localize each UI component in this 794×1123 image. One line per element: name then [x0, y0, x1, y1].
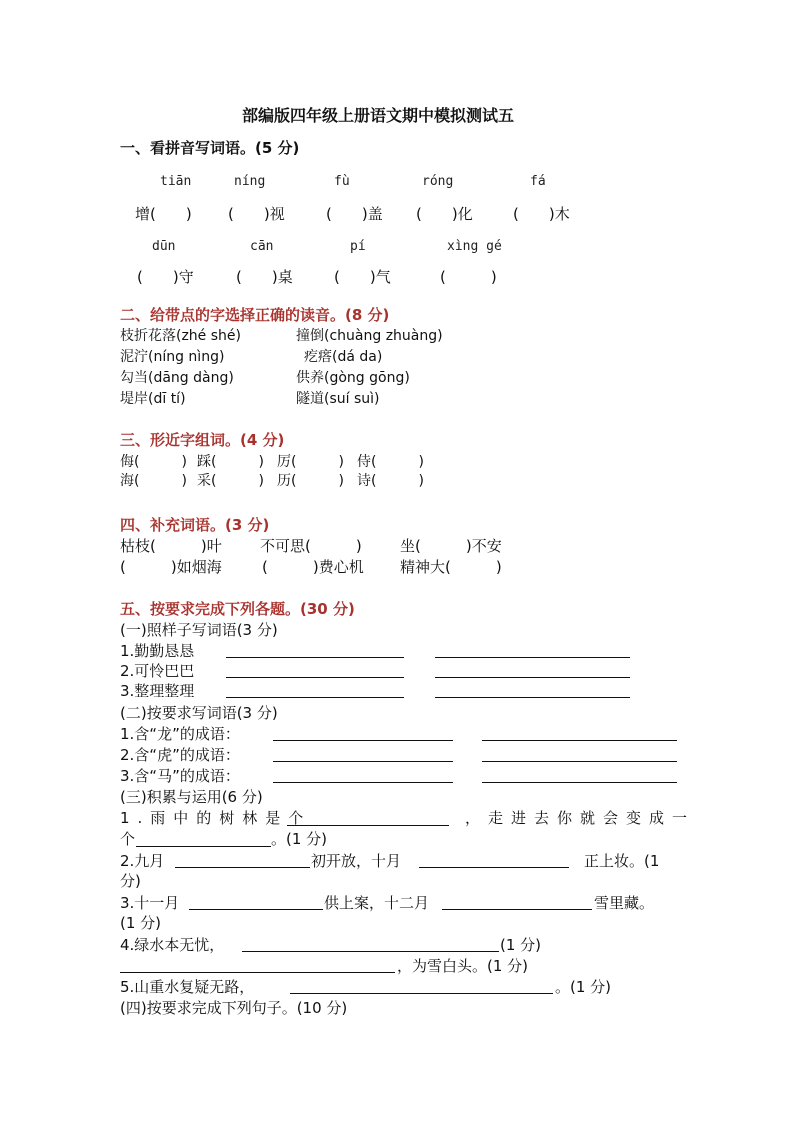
section-1-heading: 一、看拼音写词语。(5 分): [120, 139, 300, 157]
question-text: ，为雪白头。(1 分): [397, 957, 529, 975]
question-text: 3.十一月: [120, 894, 180, 912]
answer-line[interactable]: [175, 867, 310, 868]
answer-line[interactable]: [482, 761, 677, 762]
question-text: 4.绿水本无忧，: [120, 936, 225, 954]
reading-item[interactable]: 勾当(dāng dàng): [120, 370, 234, 386]
answer-line[interactable]: [435, 657, 630, 658]
answer-line[interactable]: [226, 657, 404, 658]
part-3-heading: (三)积累与运用(6 分): [120, 788, 263, 806]
answer-line[interactable]: [273, 740, 453, 741]
reading-item[interactable]: 供养(gòng gōng): [296, 370, 410, 386]
question-text: 正上妆。(1: [584, 852, 660, 870]
question-text: 分): [120, 872, 141, 890]
section-2-heading: 二、给带点的字选择正确的读音。(8 分): [120, 306, 390, 324]
reading-item[interactable]: 堤岸(dī tí): [120, 391, 186, 407]
reading-item[interactable]: 枝折花落(zhé shé): [120, 328, 241, 344]
section-4-heading: 四、补充词语。(3 分): [120, 516, 270, 534]
pinyin: cān: [250, 239, 274, 254]
idiom-prompt: 1.含“龙”的成语：: [120, 725, 240, 743]
pinyin: tiān: [160, 174, 192, 189]
answer-line[interactable]: [136, 846, 271, 847]
question-text: 供上案，十二月: [324, 894, 430, 912]
idiom-prompt: 3.含“马”的成语：: [120, 767, 240, 785]
pinyin: fù: [334, 174, 350, 189]
example-word: 2.可怜巴巴: [120, 662, 195, 680]
word-blank[interactable]: 厉( ): [277, 454, 344, 470]
answer-line[interactable]: [290, 993, 553, 994]
blank-item[interactable]: ( ): [440, 268, 497, 286]
question-text: (1 分): [500, 936, 542, 954]
question-text: 初开放，十月: [311, 852, 402, 870]
answer-line[interactable]: [120, 972, 395, 973]
reading-item[interactable]: 隧道(suí suì): [296, 391, 380, 407]
question-text: 。(1 分): [555, 978, 612, 996]
idiom-blank[interactable]: ( )如烟海: [120, 558, 222, 576]
blank-item[interactable]: ( )木: [513, 205, 570, 223]
example-word: 3.整理整理: [120, 682, 195, 700]
pinyin: pí: [350, 239, 366, 254]
question-text: 个: [120, 830, 136, 848]
word-blank[interactable]: 侮( ): [120, 454, 187, 470]
question-text: 1.雨中的树林是个: [120, 809, 312, 827]
reading-item[interactable]: 疙瘩(dá da): [304, 349, 383, 365]
question-text: 雪里藏。: [594, 894, 655, 912]
blank-item[interactable]: ( )盖: [326, 205, 383, 223]
word-blank[interactable]: 海( ): [120, 473, 187, 489]
idiom-blank[interactable]: ( )费心机: [262, 558, 364, 576]
word-blank[interactable]: 踩( ): [197, 454, 264, 470]
word-blank[interactable]: 诗( ): [357, 473, 424, 489]
idiom-blank[interactable]: 精神大( ): [400, 558, 502, 576]
part-2-heading: (二)按要求写词语(3 分): [120, 704, 278, 722]
pinyin: fá: [530, 174, 546, 189]
blank-item[interactable]: ( )桌: [236, 268, 293, 286]
idiom-prompt: 2.含“虎”的成语：: [120, 746, 240, 764]
idiom-blank[interactable]: 坐( )不安: [400, 537, 502, 555]
answer-line[interactable]: [482, 782, 677, 783]
question-text: (1 分): [120, 914, 162, 932]
word-blank[interactable]: 历( ): [277, 473, 344, 489]
blank-item[interactable]: 增( ): [135, 205, 192, 223]
blank-item[interactable]: ( )视: [228, 205, 285, 223]
part-1-heading: (一)照样子写词语(3 分): [120, 621, 278, 639]
pinyin: níng: [234, 174, 266, 189]
reading-item[interactable]: 泥泞(níng nìng): [120, 349, 225, 365]
question-text: 2.九月: [120, 852, 165, 870]
page-title: 部编版四年级上册语文期中模拟测试五: [242, 106, 515, 125]
answer-line[interactable]: [482, 740, 677, 741]
word-blank[interactable]: 侍( ): [357, 454, 424, 470]
idiom-blank[interactable]: 不可思( ): [260, 537, 362, 555]
answer-line[interactable]: [189, 909, 323, 910]
answer-line[interactable]: [419, 867, 569, 868]
example-word: 1.勤勤恳恳: [120, 642, 195, 660]
question-text: ，走进去你就会变成一: [465, 809, 696, 827]
pinyin: xìng gé: [447, 239, 502, 254]
answer-line[interactable]: [435, 677, 630, 678]
answer-line[interactable]: [273, 761, 453, 762]
pinyin: róng: [422, 174, 454, 189]
answer-line[interactable]: [273, 782, 453, 783]
blank-item[interactable]: ( )化: [416, 205, 473, 223]
pinyin: dūn: [152, 239, 176, 254]
answer-line[interactable]: [242, 951, 499, 952]
section-3-heading: 三、形近字组词。(4 分): [120, 431, 285, 449]
question-text: 5.山重水复疑无路，: [120, 978, 255, 996]
blank-item[interactable]: ( )守: [137, 268, 194, 286]
answer-line[interactable]: [287, 825, 449, 826]
answer-line[interactable]: [226, 697, 404, 698]
question-text: 。(1 分): [271, 830, 328, 848]
word-blank[interactable]: 采( ): [197, 473, 264, 489]
answer-line[interactable]: [435, 697, 630, 698]
reading-item[interactable]: 撞倒(chuàng zhuàng): [296, 328, 443, 344]
answer-line[interactable]: [442, 909, 592, 910]
part-4-heading: (四)按要求完成下列句子。(10 分): [120, 999, 348, 1017]
answer-line[interactable]: [226, 677, 404, 678]
idiom-blank[interactable]: 枯枝( )叶: [120, 537, 222, 555]
section-5-heading: 五、按要求完成下列各题。(30 分): [120, 600, 355, 618]
blank-item[interactable]: ( )气: [334, 268, 391, 286]
